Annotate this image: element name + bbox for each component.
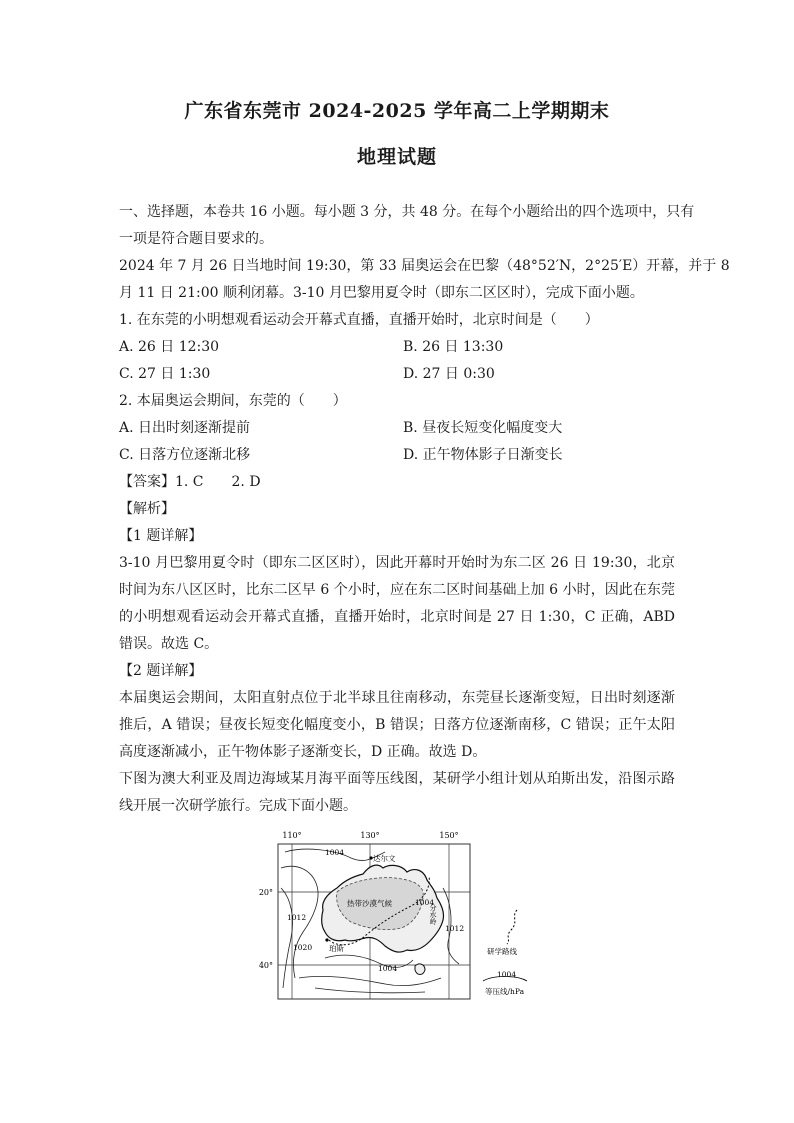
australia-isobar-map [255, 828, 545, 1004]
analysis-label: 【解析】 [119, 501, 175, 517]
place-darwin: 达尔文 [373, 854, 396, 863]
answer-label: 【答案】1. C 2. D [119, 474, 261, 490]
lon-label-110: 110° [282, 831, 302, 840]
river-label: 分水岭 [429, 904, 437, 925]
detail-2-label: 【2 题详解】 [119, 663, 203, 679]
question-1-options-row-2 [119, 361, 675, 388]
material-3-text: 下图为澳大利亚及周边海域某月海平面等压线图，某研学小组计划从珀斯出发，沿图示路线开展一次研学旅行。完成下面小题。 [119, 771, 675, 814]
isobar-label-5: 1004 [415, 898, 435, 907]
exam-title: 广东省东莞市 2024-2025 学年高二上学期期末 [184, 100, 610, 122]
question-2-options-row-2 [119, 442, 675, 469]
q1-option-c: C. 27 日 1:30 [119, 366, 211, 382]
exam-subtitle: 地理试题 [356, 146, 437, 168]
material-line-1: 2024 年 7 月 26 日当地时间 19:30，第 33 届奥运会在巴黎（48°52′N，2°25′E）开幕，并于 8 [119, 258, 730, 274]
isobar-label-4: 1004 [378, 964, 398, 973]
isobar-label-2: 1012 [287, 913, 307, 922]
section-intro-line-1: 一、选择题，本卷共 16 小题。每小题 3 分，共 48 分。在每个小题给出的四个选项中，只有 [119, 204, 695, 220]
isobar-label-3: 1020 [293, 943, 313, 952]
detail-1-label: 【1 题详解】 [119, 528, 203, 544]
q2-option-a: A. 日出时刻逐渐提前 [119, 420, 251, 436]
perth-marker [325, 938, 328, 941]
q1-option-b: B. 26 日 13:30 [403, 339, 504, 355]
detail-2-text: 本届奥运会期间，太阳直射点位于北半球且往南移动，东莞昼长逐渐变短，日出时刻逐渐推后，A 错误；昼夜长短变化幅度变小，B 错误；日落方位逐渐南移，C 错误；正午太阳高度逐渐减小，正午物体影子逐渐变长，D 正确。故选 D。 [119, 690, 675, 760]
tasmania-island [415, 964, 425, 975]
q2-option-d: D. 正午物体影子日渐变长 [403, 447, 563, 463]
question-1-stem: 1. 在东莞的小明想观看运动会开幕式直播，直播开始时，北京时间是（ ） [119, 312, 599, 328]
isobar-label-6: 1012 [445, 924, 465, 933]
lat-label-40: 40° [258, 961, 273, 970]
legend-isobar-value: 1004 [497, 970, 517, 979]
section-intro-line-2: 一项是符合题目要求的。 [119, 231, 273, 247]
climate-label: 热带沙漠气候 [347, 899, 392, 908]
place-perth: 珀斯 [329, 944, 344, 953]
isobar-label-1: 1004 [325, 848, 345, 857]
q2-option-b: B. 昼夜长短变化幅度变大 [403, 420, 563, 436]
q1-option-a: A. 26 日 12:30 [119, 339, 220, 355]
lat-label-20: 20° [258, 888, 273, 897]
legend-route-label: 研学路线 [487, 947, 517, 956]
legend-isobar-label: 等压线/hPa [485, 987, 525, 996]
question-2-stem: 2. 本届奥运会期间，东莞的（ ） [119, 393, 347, 409]
q1-option-d: D. 27 日 0:30 [403, 366, 495, 382]
map-legend [483, 910, 527, 996]
q2-option-c: C. 日落方位逐渐北移 [119, 447, 251, 463]
lon-label-150: 150° [439, 831, 459, 840]
question-1-options-row-1 [119, 334, 675, 361]
legend-route-symbol [507, 910, 517, 944]
detail-1-text: 3-10 月巴黎用夏令时（即东二区区时），因此开幕时开始时为东二区 26 日 19:30，北京时间为东八区区时，比东二区早 6 个小时，应在东二区时间基础上加 6 小时，因此在东莞的小明想观看运动会开幕式直播，直播开始时，北京时间是 27 日 1:30，C 正确，ABD 错误。故选 C。 [119, 555, 675, 652]
material-line-2: 月 11 日 21:00 顺利闭幕。3-10 月巴黎用夏令时（即东二区区时），完成下面小题。 [119, 285, 644, 301]
question-2-options-row-1 [119, 415, 675, 442]
lon-label-130: 130° [360, 831, 380, 840]
question-body [119, 199, 730, 820]
